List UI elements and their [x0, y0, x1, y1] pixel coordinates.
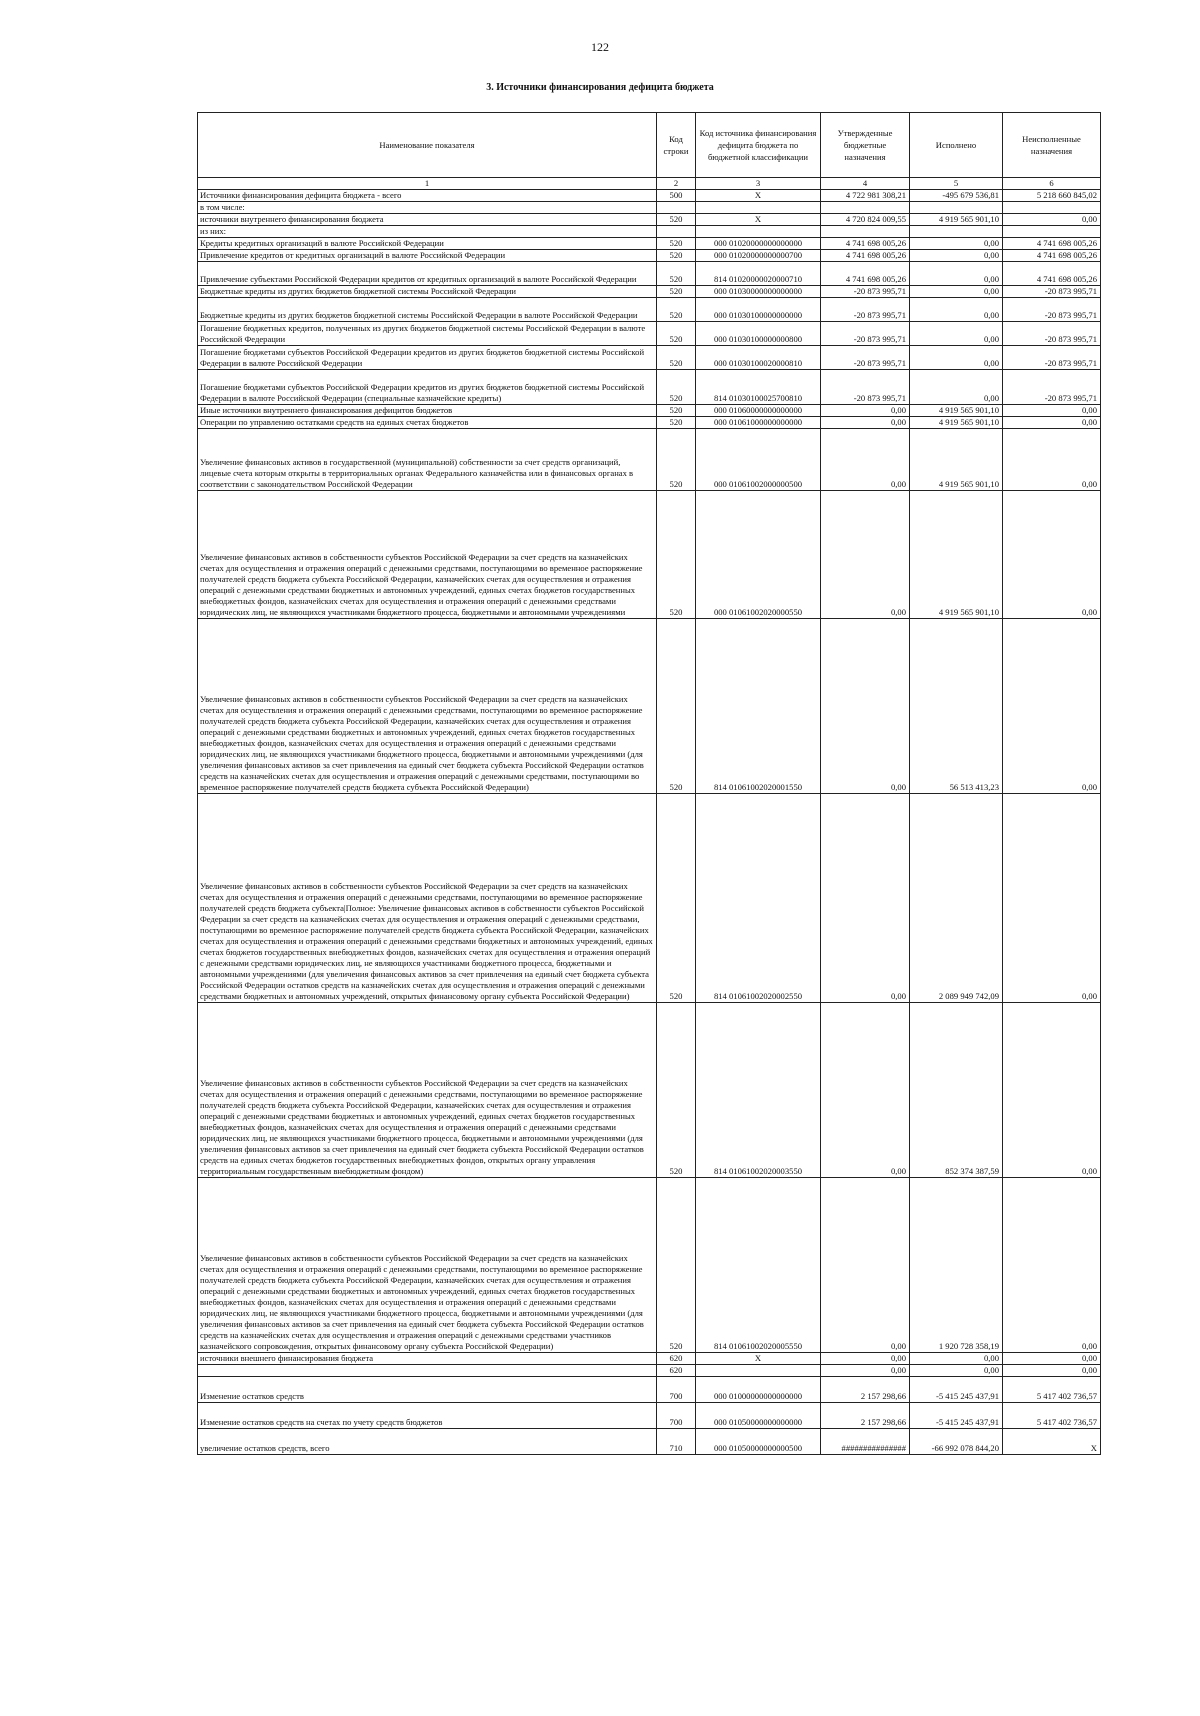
table-row: [198, 1178, 1101, 1353]
table-cell-name: Кредиты кредитных организаций в валюте Российской Федерации: [198, 238, 657, 250]
table-cell-executed: 0,00: [910, 298, 1003, 322]
table-cell-approved: -20 873 995,71: [821, 286, 910, 298]
column-number: 1: [198, 178, 657, 190]
table-cell-source-code: X: [696, 1353, 821, 1365]
table-cell-executed: 4 919 565 901,10: [910, 491, 1003, 619]
table-cell-unexecuted: -20 873 995,71: [1003, 286, 1101, 298]
table-cell-approved: 0,00: [821, 429, 910, 491]
table-cell-name: источники внутреннего финансирования бюджета: [198, 214, 657, 226]
table-cell-source-code: 000 01030100000000000: [696, 298, 821, 322]
table-row: [198, 370, 1101, 405]
table-cell-unexecuted: 4 741 698 005,26: [1003, 238, 1101, 250]
table-cell-approved: 4 741 698 005,26: [821, 238, 910, 250]
table-cell-source-code: X: [696, 214, 821, 226]
table-cell-name: Погашение бюджетами субъектов Российской Федерации кредитов из других бюджетов бюджетной системы Российской Федерации в валюте Российской Федерации: [198, 346, 657, 370]
table-cell-line-code: [657, 202, 696, 214]
table-cell-line-code: 520: [657, 491, 696, 619]
table-cell-approved: 4 720 824 009,55: [821, 214, 910, 226]
table-cell-source-code: 814 01061002020003550: [696, 1003, 821, 1178]
table-cell-source-code: 000 01050000000000000: [696, 1403, 821, 1429]
table-cell-name: Увеличение финансовых активов в собственности субъектов Российской Федерации за счет средств на казначейских счетах для осуществления и отражения операций с денежными средствами, поступающими во временное распоряжение получателей средств бюджета субъекта Российской Федерации, казначейских счетах для осуществления и отражения операций с денежными средствами бюджетных и автономных учреждений, единых счетах бюджетов государственных внебюджетных фондов, казначейских счетах для осуществления и отражения операций с денежными средствами юридических лиц, не являющихся участниками бюджетного процесса, бюджетными и автономными учреждениями (для увеличения финансовых активов за счет привлечения на единый счет бюджета субъекта Российской Федерации остатков средств на казначейских счетах для осуществления и отражения операций с денежными средствами, поступающими во временное распоряжение получателей средств бюджета субъекта Российской Федерации): [198, 619, 657, 794]
table-cell-name: [198, 1365, 657, 1377]
table-cell-source-code: 000 01061000000000000: [696, 417, 821, 429]
table-cell-source-code: 814 01061002020002550: [696, 794, 821, 1003]
table-row: [198, 286, 1101, 298]
header-line-code: Код строки: [657, 113, 696, 178]
table-cell-unexecuted: 4 741 698 005,26: [1003, 250, 1101, 262]
table-cell-line-code: 520: [657, 250, 696, 262]
table-cell-source-code: 000 01061002020000550: [696, 491, 821, 619]
table-cell-source-code: 814 01030100025700810: [696, 370, 821, 405]
table-cell-unexecuted: 0,00: [1003, 619, 1101, 794]
table-cell-source-code: X: [696, 190, 821, 202]
table-cell-source-code: 000 01020000000000000: [696, 238, 821, 250]
header-unexecuted: Неисполненные назначения: [1003, 113, 1101, 178]
table-cell-line-code: 520: [657, 429, 696, 491]
table-cell-source-code: [696, 1365, 821, 1377]
table-cell-executed: 0,00: [910, 262, 1003, 286]
table-cell-executed: 0,00: [910, 1353, 1003, 1365]
table-row: [198, 190, 1101, 202]
table-cell-unexecuted: 0,00: [1003, 214, 1101, 226]
table-cell-executed: 4 919 565 901,10: [910, 417, 1003, 429]
table-cell-source-code: 000 01000000000000000: [696, 1377, 821, 1403]
table-cell-name: увеличение остатков средств, всего: [198, 1429, 657, 1455]
table-row: [198, 1365, 1101, 1377]
table-cell-unexecuted: 5 417 402 736,57: [1003, 1377, 1101, 1403]
table-cell-executed: 4 919 565 901,10: [910, 214, 1003, 226]
table-cell-name: Погашение бюджетами субъектов Российской Федерации кредитов из других бюджетов бюджетной системы Российской Федерации в валюте Российской Федерации (специальные казначейские кредиты): [198, 370, 657, 405]
table-row: [198, 1403, 1101, 1429]
table-cell-approved: 4 741 698 005,26: [821, 250, 910, 262]
table-cell-unexecuted: -20 873 995,71: [1003, 322, 1101, 346]
table-cell-line-code: 520: [657, 298, 696, 322]
table-cell-executed: -5 415 245 437,91: [910, 1403, 1003, 1429]
table-cell-name: источники внешнего финансирования бюджета: [198, 1353, 657, 1365]
table-cell-executed: -66 992 078 844,20: [910, 1429, 1003, 1455]
table-cell-unexecuted: [1003, 226, 1101, 238]
table-header-row: [198, 113, 1101, 178]
table-cell-executed: 852 374 387,59: [910, 1003, 1003, 1178]
table-cell-unexecuted: 0,00: [1003, 491, 1101, 619]
table-cell-approved: 0,00: [821, 619, 910, 794]
table-cell-name: Источники финансирования дефицита бюджета - всего: [198, 190, 657, 202]
table-cell-name: из них:: [198, 226, 657, 238]
table-row: [198, 322, 1101, 346]
column-number: 3: [696, 178, 821, 190]
table-cell-executed: 0,00: [910, 322, 1003, 346]
table-cell-unexecuted: X: [1003, 1429, 1101, 1455]
column-number-row: [198, 178, 1101, 190]
table-row: [198, 1003, 1101, 1178]
table-row: [198, 619, 1101, 794]
table-cell-source-code: 000 01030100020000810: [696, 346, 821, 370]
table-cell-approved: [821, 202, 910, 214]
table-cell-name: Изменение остатков средств на счетах по учету средств бюджетов: [198, 1403, 657, 1429]
table-cell-approved: ###############: [821, 1429, 910, 1455]
table-row: [198, 1377, 1101, 1403]
column-number: 5: [910, 178, 1003, 190]
table-cell-approved: 0,00: [821, 405, 910, 417]
table-row: [198, 405, 1101, 417]
table-row: [198, 1353, 1101, 1365]
table-cell-unexecuted: 0,00: [1003, 405, 1101, 417]
table-cell-approved: [821, 226, 910, 238]
table-cell-executed: 0,00: [910, 286, 1003, 298]
table-cell-unexecuted: 4 741 698 005,26: [1003, 262, 1101, 286]
table-cell-name: Бюджетные кредиты из других бюджетов бюджетной системы Российской Федерации в валюте Российской Федерации: [198, 298, 657, 322]
table-cell-unexecuted: 0,00: [1003, 1353, 1101, 1365]
table-row: [198, 238, 1101, 250]
table-cell-approved: 0,00: [821, 794, 910, 1003]
table-cell-source-code: 000 01061002000000500: [696, 429, 821, 491]
table-cell-line-code: 520: [657, 346, 696, 370]
table-cell-name: Привлечение кредитов от кредитных организаций в валюте Российской Федерации: [198, 250, 657, 262]
table-cell-approved: 0,00: [821, 1178, 910, 1353]
header-indicator-name: Наименование показателя: [198, 113, 657, 178]
table-cell-executed: [910, 226, 1003, 238]
table-row: [198, 346, 1101, 370]
table-cell-line-code: [657, 226, 696, 238]
table-cell-name: Увеличение финансовых активов в собственности субъектов Российской Федерации за счет средств на казначейских счетах для осуществления и отражения операций с денежными средствами, поступающими во временное распоряжение получателей средств бюджета субъекта|Полное: Увеличение финансовых активов в собственности субъектов Российской Федерации за счет средств на казначейских счетах для осуществления и отражения операций с денежными средствами, поступающими во временное распоряжение получателей средств бюджета субъекта Российской Федерации, казначейских счетах для осуществления и отражения операций с денежными средствами бюджетных и автономных учреждений, единых счетах бюджетов государственных внебюджетных фондов, казначейских счетах для осуществления и отражения операций с денежными средствами юридических лиц, не являющихся участниками бюджетного процесса, бюджетными и автономными учреждениями (для увеличения финансовых активов за счет привлечения на единый счет бюджета субъекта Российской Федерации остатков средств на казначейских счетах для осуществления и отражения операций с денежными средствами бюджетных и автономных учреждений, открытых финансовому органу субъекта Российской Федерации): [198, 794, 657, 1003]
table-row: [198, 226, 1101, 238]
table-row: [198, 202, 1101, 214]
header-executed: Исполнено: [910, 113, 1003, 178]
table-row: [198, 1429, 1101, 1455]
table-cell-executed: 0,00: [910, 1365, 1003, 1377]
table-cell-name: Изменение остатков средств: [198, 1377, 657, 1403]
table-cell-line-code: 500: [657, 190, 696, 202]
table-cell-name: Увеличение финансовых активов в собственности субъектов Российской Федерации за счет средств на казначейских счетах для осуществления и отражения операций с денежными средствами, поступающими во временное распоряжение получателей средств бюджета субъекта Российской Федерации, казначейских счетах для осуществления и отражения операций с денежными средствами бюджетных и автономных учреждений, единых счетах бюджетов государственных внебюджетных фондов, казначейских счетах для осуществления и отражения операций с денежными средствами юридических лиц, не являющихся участниками бюджетного процесса, бюджетными и автономными учреждениями (для увеличения финансовых активов за счет привлечения на единый счет бюджета субъекта Российской Федерации остатков средств на единых счетах бюджетов государственных внебюджетных фондов, открытых органу управления территориальным государственным внебюджетным фондом): [198, 1003, 657, 1178]
table-cell-source-code: 814 01061002020001550: [696, 619, 821, 794]
table-row: [198, 429, 1101, 491]
table-cell-unexecuted: 0,00: [1003, 1178, 1101, 1353]
table-cell-unexecuted: 0,00: [1003, 1003, 1101, 1178]
table-row: [198, 214, 1101, 226]
header-source-code: Код источника финансирования дефицита бюджета по бюджетной классификации: [696, 113, 821, 178]
table-cell-source-code: 000 01050000000000500: [696, 1429, 821, 1455]
table-cell-approved: -20 873 995,71: [821, 322, 910, 346]
table-cell-unexecuted: 5 417 402 736,57: [1003, 1403, 1101, 1429]
table-cell-unexecuted: 0,00: [1003, 1365, 1101, 1377]
table-cell-source-code: 000 01030000000000000: [696, 286, 821, 298]
table-cell-name: Погашение бюджетных кредитов, полученных из других бюджетов бюджетной системы Российской Федерации в валюте Российской Федерации: [198, 322, 657, 346]
table-cell-unexecuted: [1003, 202, 1101, 214]
table-cell-executed: 0,00: [910, 238, 1003, 250]
table-cell-line-code: 700: [657, 1403, 696, 1429]
table-cell-approved: 4 722 981 308,21: [821, 190, 910, 202]
table-cell-executed: 4 919 565 901,10: [910, 429, 1003, 491]
table-row: [198, 491, 1101, 619]
table-cell-approved: 0,00: [821, 491, 910, 619]
financing-sources-table: [197, 112, 1101, 1455]
table-cell-approved: -20 873 995,71: [821, 370, 910, 405]
table-cell-executed: -5 415 245 437,91: [910, 1377, 1003, 1403]
table-cell-executed: 2 089 949 742,09: [910, 794, 1003, 1003]
table-cell-source-code: 814 01020000020000710: [696, 262, 821, 286]
table-cell-executed: 0,00: [910, 346, 1003, 370]
table-cell-line-code: 520: [657, 238, 696, 250]
table-cell-line-code: 700: [657, 1377, 696, 1403]
table-row: [198, 250, 1101, 262]
column-number: 4: [821, 178, 910, 190]
table-cell-line-code: 520: [657, 794, 696, 1003]
table-cell-executed: 0,00: [910, 250, 1003, 262]
sources-table-container: [197, 112, 1100, 1455]
table-cell-source-code: [696, 226, 821, 238]
table-cell-executed: 0,00: [910, 370, 1003, 405]
table-row: [198, 262, 1101, 286]
table-cell-approved: -20 873 995,71: [821, 346, 910, 370]
table-cell-name: Бюджетные кредиты из других бюджетов бюджетной системы Российской Федерации: [198, 286, 657, 298]
table-cell-approved: -20 873 995,71: [821, 298, 910, 322]
table-cell-executed: [910, 202, 1003, 214]
table-cell-source-code: 000 01060000000000000: [696, 405, 821, 417]
page-number: 122: [591, 40, 609, 54]
table-cell-unexecuted: -20 873 995,71: [1003, 370, 1101, 405]
table-cell-line-code: 520: [657, 262, 696, 286]
table-cell-line-code: 520: [657, 1003, 696, 1178]
table-cell-approved: 0,00: [821, 417, 910, 429]
table-cell-line-code: 520: [657, 370, 696, 405]
table-cell-approved: 2 157 298,66: [821, 1377, 910, 1403]
table-cell-approved: 0,00: [821, 1353, 910, 1365]
table-cell-source-code: [696, 202, 821, 214]
table-cell-name: Иные источники внутреннего финансирования дефицитов бюджетов: [198, 405, 657, 417]
table-cell-unexecuted: 0,00: [1003, 794, 1101, 1003]
table-cell-source-code: 814 01061002020005550: [696, 1178, 821, 1353]
table-cell-line-code: 520: [657, 286, 696, 298]
table-cell-approved: 0,00: [821, 1365, 910, 1377]
table-cell-line-code: 520: [657, 214, 696, 226]
table-cell-line-code: 520: [657, 405, 696, 417]
column-number: 2: [657, 178, 696, 190]
table-cell-executed: 1 920 728 358,19: [910, 1178, 1003, 1353]
table-body: [198, 190, 1101, 1455]
table-cell-name: Увеличение финансовых активов в собственности субъектов Российской Федерации за счет средств на казначейских счетах для осуществления и отражения операций с денежными средствами, поступающими во временное распоряжение получателей средств бюджета субъекта Российской Федерации, казначейских счетах для осуществления и отражения операций с денежными средствами бюджетных и автономных учреждений, единых счетах бюджетов государственных внебюджетных фондов, казначейских счетах для осуществления и отражения операций с денежными средствами юридических лиц, не являющихся участниками бюджетного процесса, бюджетными и автономными учреждениями: [198, 491, 657, 619]
table-row: [198, 794, 1101, 1003]
table-cell-executed: -495 679 536,81: [910, 190, 1003, 202]
table-cell-unexecuted: -20 873 995,71: [1003, 298, 1101, 322]
table-cell-line-code: 620: [657, 1353, 696, 1365]
table-cell-executed: 56 513 413,23: [910, 619, 1003, 794]
table-cell-approved: 4 741 698 005,26: [821, 262, 910, 286]
table-cell-approved: 0,00: [821, 1003, 910, 1178]
header-approved: Утвержденные бюджетные назначения: [821, 113, 910, 178]
table-cell-unexecuted: 0,00: [1003, 429, 1101, 491]
table-cell-line-code: 620: [657, 1365, 696, 1377]
table-cell-unexecuted: 5 218 660 845,02: [1003, 190, 1101, 202]
table-cell-name: Привлечение субъектами Российской Федерации кредитов от кредитных организаций в валюте Российской Федерации: [198, 262, 657, 286]
table-cell-line-code: 520: [657, 417, 696, 429]
table-cell-name: в том числе:: [198, 202, 657, 214]
table-cell-line-code: 520: [657, 322, 696, 346]
table-cell-line-code: 520: [657, 1178, 696, 1353]
table-row: [198, 417, 1101, 429]
table-cell-name: Увеличение финансовых активов в собственности субъектов Российской Федерации за счет средств на казначейских счетах для осуществления и отражения операций с денежными средствами, поступающими во временное распоряжение получателей средств бюджета субъекта Российской Федерации, казначейских счетах для осуществления и отражения операций с денежными средствами бюджетных и автономных учреждений, единых счетах бюджетов государственных внебюджетных фондов, казначейских счетах для осуществления и отражения операций с денежными средствами юридических лиц, не являющихся участниками бюджетного процесса, бюджетными и автономными учреждениями (для увеличения финансовых активов за счет привлечения на единый счет бюджета субъекта Российской Федерации остатков средств на казначейских счетах для осуществления и отражения операций с денежными средствами участников казначейского сопровождения, открытых финансовому органу субъекта Российской Федерации): [198, 1178, 657, 1353]
table-cell-source-code: 000 01020000000000700: [696, 250, 821, 262]
table-cell-source-code: 000 01030100000000800: [696, 322, 821, 346]
table-cell-name: Увеличение финансовых активов в государственной (муниципальной) собственности за счет средств организаций, лицевые счета которым открыты в территориальных органах Федерального казначейства или в финансовых органах в соответствии с законодательством Российской Федерации: [198, 429, 657, 491]
table-cell-unexecuted: -20 873 995,71: [1003, 346, 1101, 370]
table-cell-approved: 2 157 298,66: [821, 1403, 910, 1429]
section-title: 3. Источники финансирования дефицита бюджета: [486, 82, 714, 93]
table-cell-executed: 4 919 565 901,10: [910, 405, 1003, 417]
column-number: 6: [1003, 178, 1101, 190]
table-cell-line-code: 710: [657, 1429, 696, 1455]
table-cell-line-code: 520: [657, 619, 696, 794]
table-cell-unexecuted: 0,00: [1003, 417, 1101, 429]
table-row: [198, 298, 1101, 322]
table-cell-name: Операции по управлению остатками средств на единых счетах бюджетов: [198, 417, 657, 429]
